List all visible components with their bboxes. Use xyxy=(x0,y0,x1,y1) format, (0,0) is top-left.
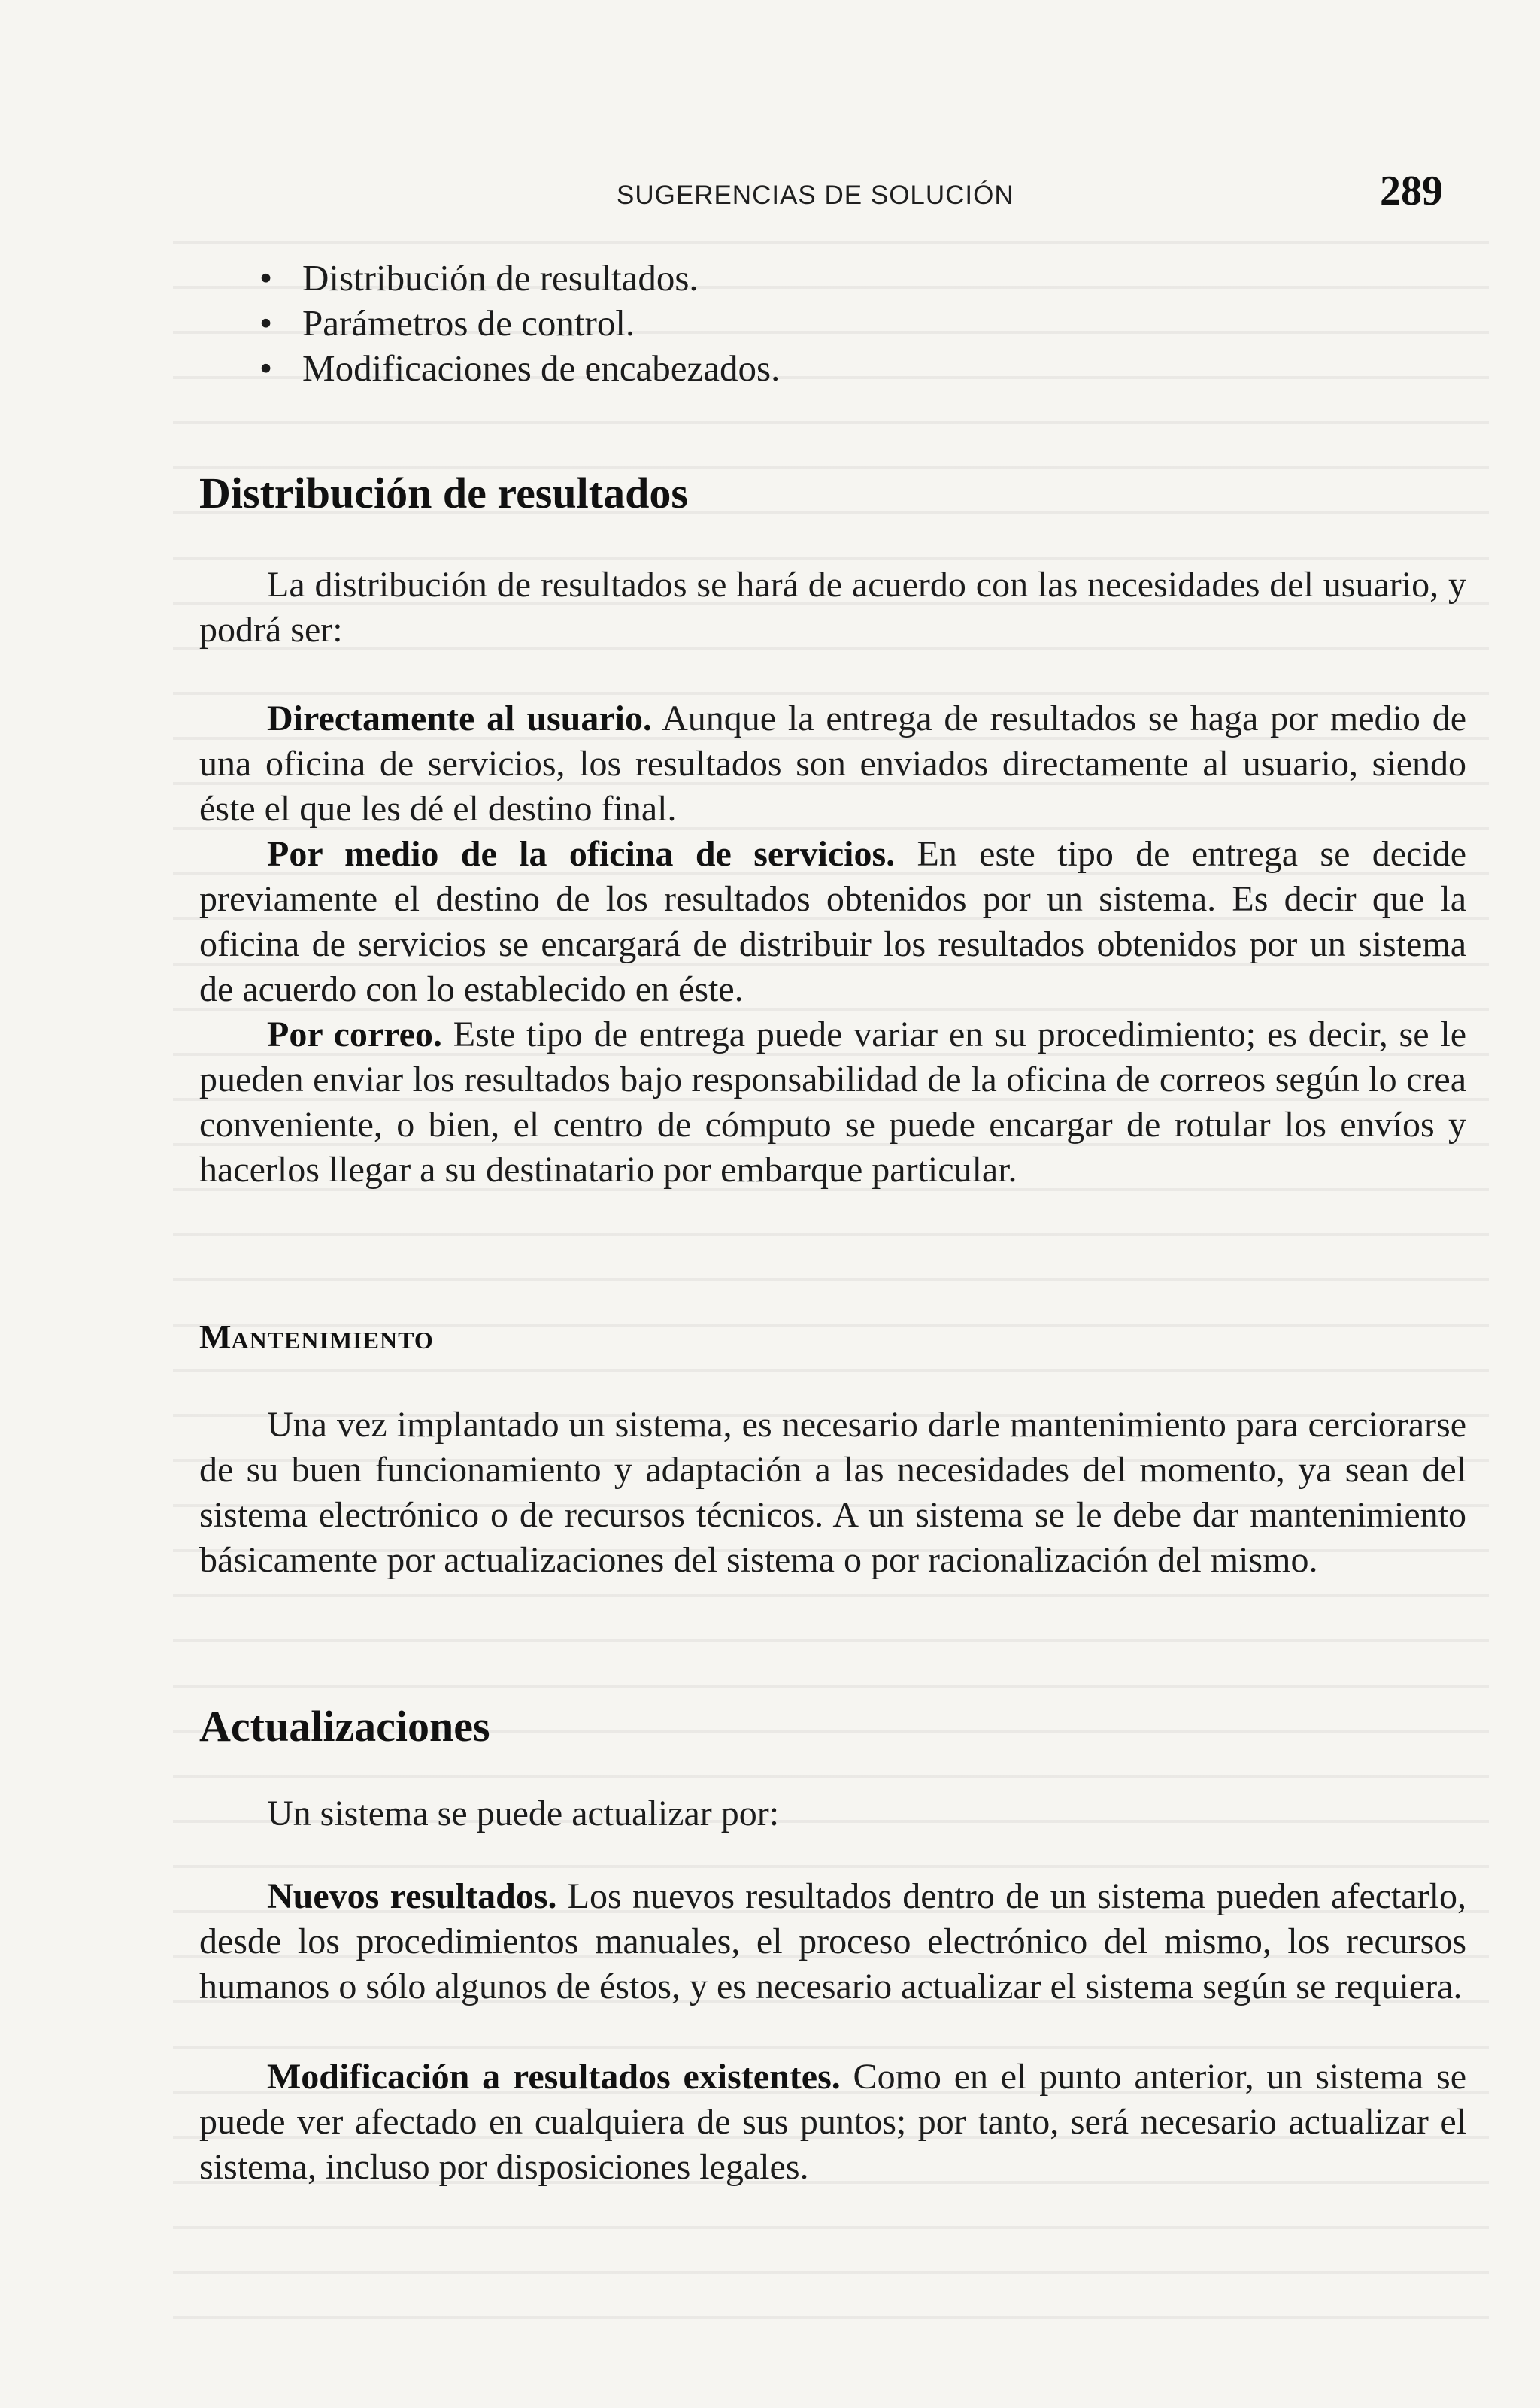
bullet-item: • Parámetros de control. xyxy=(259,301,780,346)
distribucion-item-correo xyxy=(199,1012,1466,1193)
item-term: Por medio de la oficina de servicios. xyxy=(267,834,896,874)
section-heading-distribucion: Distribución de resultados xyxy=(199,469,688,517)
actualizaciones-item-nuevos xyxy=(199,1874,1466,2009)
bullet-icon: • xyxy=(259,257,273,299)
item-text: Como en el punto anterior, un sistema se puede ver afectado en cualquiera de sus puntos; por tanto, será necesario actualizar el sistema, incluso por disposiciones legales. xyxy=(199,2057,1467,2187)
bullet-icon: • xyxy=(259,302,273,344)
actualizaciones-item-modificacion xyxy=(199,2055,1466,2190)
page-number: 289 xyxy=(1380,168,1443,214)
item-term: Nuevos resultados. xyxy=(267,1876,557,1916)
section-heading-actualizaciones: Actualizaciones xyxy=(199,1702,490,1751)
bullet-icon: • xyxy=(259,347,273,389)
bullet-item: • Modificaciones de encabezados. xyxy=(259,346,780,391)
item-text: En este tipo de entrega se decide previamente el destino de los resultados obtenidos por un sistema. Es decir que la oficina de servicios se encargará de distribuir los resultados obtenidos por un sistema de acuerdo con lo establecido en éste. xyxy=(199,834,1467,1009)
section-heading-mantenimiento: MANTENIMIENTO xyxy=(199,1318,434,1356)
intro-bullet-list xyxy=(259,256,780,391)
item-term: Modificación a resultados existentes. xyxy=(267,2057,841,2097)
distribucion-item-directo xyxy=(199,696,1466,832)
item-text: Los nuevos resultados dentro de un sistema pueden afectarlo, desde los procedimientos manuales, el proceso electrónico del mismo, los recursos humanos o sólo algunos de éstos, y es necesario actualizar el sistema según se requiera. xyxy=(199,1876,1467,2006)
running-header-title: SUGERENCIAS DE SOLUCIÓN xyxy=(617,180,1014,210)
item-term: Por correo. xyxy=(267,1014,442,1054)
item-text: Aunque la entrega de resultados se haga por medio de una oficina de servicios, los resultados son enviados directamente al usuario, siendo éste el que les dé el destino final. xyxy=(199,699,1466,829)
bullet-item: • Distribución de resultados. xyxy=(259,256,780,301)
mantenimiento-text: Una vez implantado un sistema, es necesario darle mantenimiento para cerciorarse de su buen funcionamiento y adaptación a las necesidades del momento, ya sean del sistema electrónico o de recursos técnicos. A un sistema se le debe dar mantenimiento básicamente por actualizaciones del sistema o por racionalización del mismo. xyxy=(199,1405,1466,1580)
item-term: Directamente al usuario. xyxy=(267,699,652,738)
distribucion-item-oficina xyxy=(199,832,1466,1012)
distribucion-intro: La distribución de resultados se hará de acuerdo con las necesidades del usuario, y podrá ser: xyxy=(199,565,1466,650)
actualizaciones-intro: Un sistema se puede actualizar por: xyxy=(267,1794,780,1833)
item-text: Este tipo de entrega puede variar en su procedimiento; es decir, se le pueden enviar los resultados bajo responsabilidad de la oficina de correos según lo crea conveniente, o bien, el centro de cómputo se puede encargar de rotular los envíos y hacerlos llegar a su destinatario por embarque particular. xyxy=(199,1014,1466,1190)
bleed-through-texture xyxy=(173,241,1489,2346)
